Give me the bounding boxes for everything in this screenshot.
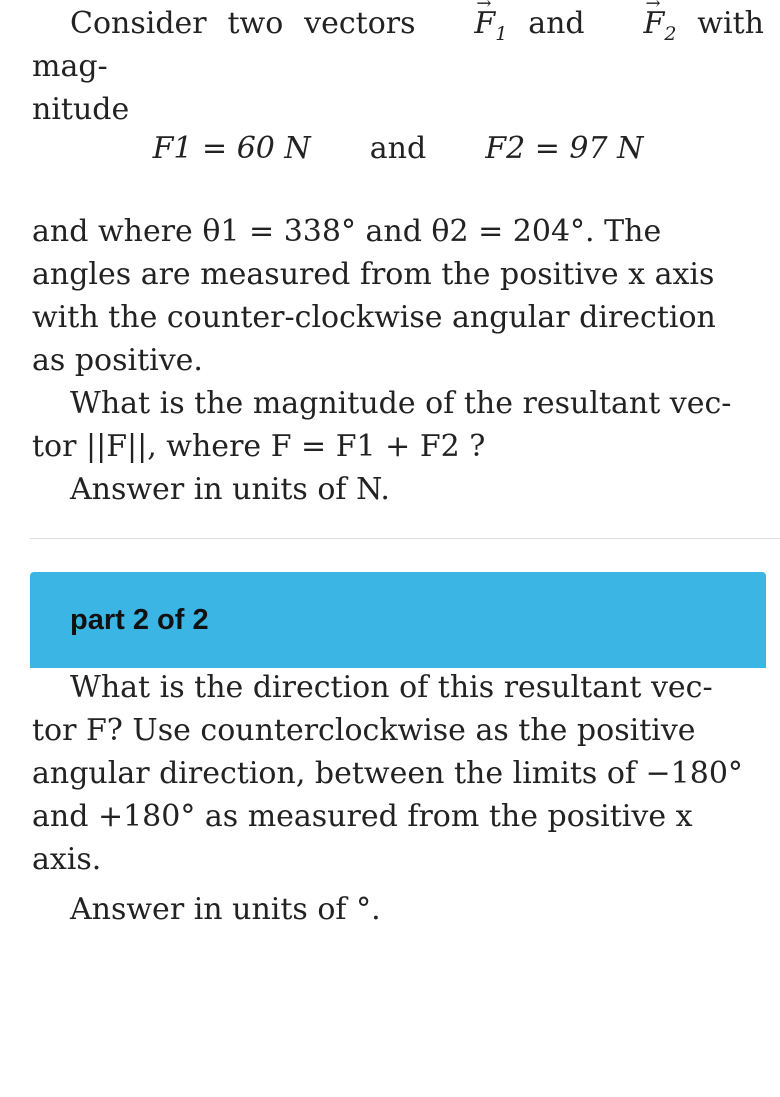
equation-and: and	[369, 131, 427, 166]
intro-lead: Consider two vectors	[70, 6, 416, 41]
angles-line-1: and where θ1 = 338° and θ2 = 204°. The	[32, 214, 662, 249]
f1-equation: F1 = 60 N	[152, 131, 311, 166]
intro-line-1	[32, 2, 764, 88]
part-2-question	[32, 666, 764, 931]
magnitude-equation	[32, 127, 764, 170]
question-2-line-4: and +180° as measured from the positive x	[32, 799, 693, 834]
intro-text	[32, 2, 764, 131]
intro-and: and	[528, 6, 585, 41]
question-2-line-5: axis.	[32, 842, 102, 877]
angles-line-2: angles are measured from the positive x axis	[32, 257, 715, 292]
f2-equation: F2 = 97 N	[485, 131, 644, 166]
question-2-line-1: What is the direction of this resultant vec-	[70, 670, 713, 705]
question-1-line-1: What is the magnitude of the resultant vec-	[70, 386, 732, 421]
intro-tail: with mag-	[32, 6, 764, 84]
question-2-line-2: tor F? Use counterclockwise as the positive	[32, 713, 696, 748]
answer-units-2: Answer in units of °.	[70, 892, 381, 927]
question-1-line-2: tor ||F||, where F = F1 + F2 ?	[32, 429, 486, 464]
intro-line-2: nitude	[32, 92, 130, 127]
question-2-line-3: angular direction, between the limits of −180°	[32, 756, 743, 791]
vector-f1: → $F_1$	[436, 2, 507, 45]
part-2-label: part 2 of 2	[70, 603, 209, 636]
answer-units-1: Answer in units of N.	[70, 472, 390, 507]
angles-line-4: as positive.	[32, 343, 203, 378]
angles-line-3: with the counter-clockwise angular direction	[32, 300, 716, 335]
section-divider	[30, 538, 780, 539]
vector-f2: → $F_2$	[606, 2, 677, 45]
part-2-header	[30, 572, 766, 668]
angles-text	[32, 210, 764, 511]
